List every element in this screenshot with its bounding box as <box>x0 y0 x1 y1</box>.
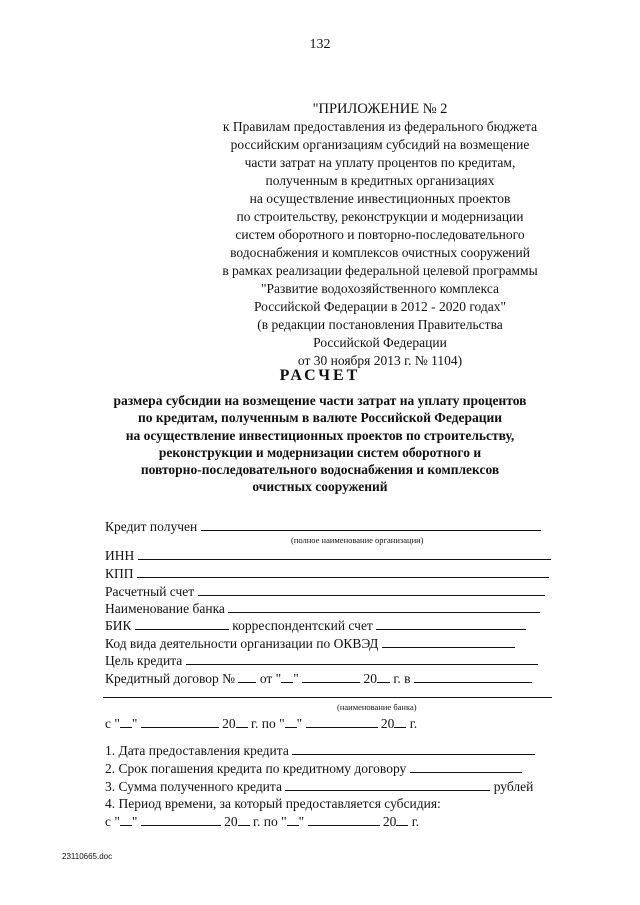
appendix-line: российским организациям субсидий на возмещение <box>230 137 530 152</box>
credit-received-label: Кредит получен <box>105 519 198 534</box>
contract-year-field[interactable] <box>377 670 390 683</box>
year-to-label: г. по " <box>253 814 287 829</box>
to-day-field[interactable] <box>285 715 297 728</box>
appendix-line: "Развитие водохозяйственного комплекса <box>260 281 500 296</box>
year-prefix: 20 <box>363 671 377 686</box>
purpose-label: Цель кредита <box>105 653 183 668</box>
purpose-row <box>105 652 538 668</box>
calculation-subtitle <box>60 392 580 496</box>
okved-row <box>105 635 515 651</box>
year-prefix: 20 <box>224 814 238 829</box>
appendix-line: водоснабжения и комплексов очистных сооружений <box>230 245 530 260</box>
organization-note: (полное наименование организации) <box>291 535 424 545</box>
appendix-line: в рамках реализации федеральной целевой программы <box>222 263 538 278</box>
quote-mark: " <box>131 814 138 829</box>
inn-row <box>105 547 551 563</box>
page-number: 132 <box>309 37 331 52</box>
quote-mark: " <box>131 716 138 731</box>
from-year-field[interactable] <box>236 715 248 728</box>
subtitle-line: повторно-последовательного водоснабжения и комплексов <box>140 462 500 478</box>
bik-field[interactable] <box>135 617 229 630</box>
inn-field[interactable] <box>138 547 551 560</box>
item3-row <box>105 778 533 794</box>
from-label: с " <box>105 814 120 829</box>
credit-date-field[interactable] <box>292 742 535 755</box>
contract-row <box>105 670 532 686</box>
bank-name-row <box>105 600 540 616</box>
date-from-label: от " <box>259 671 282 686</box>
item1-label: 1. Дата предоставления кредита <box>105 743 289 758</box>
bank-name-label: Наименование банка <box>105 601 225 616</box>
appendix-line: по строительству, реконструкции и модернизации <box>236 209 524 224</box>
sub-to-day-field[interactable] <box>287 813 299 826</box>
calculation-title: РАСЧЕТ <box>279 367 361 384</box>
year-end-label: г. <box>409 716 418 731</box>
item1-row <box>105 742 535 758</box>
corr-account-field[interactable] <box>376 617 526 630</box>
organization-field[interactable] <box>201 518 541 531</box>
bik-row <box>105 617 526 633</box>
inn-label: ИНН <box>105 548 135 563</box>
document-id: 23110665.doc <box>62 852 113 861</box>
contract-label: Кредитный договор № <box>105 671 236 686</box>
sub-from-year-field[interactable] <box>238 813 250 826</box>
subtitle-line: размера субсидии на возмещение части затрат на уплату процентов <box>113 393 527 408</box>
okved-field[interactable] <box>382 635 515 648</box>
year-in-label: г. в <box>393 671 411 686</box>
account-row <box>105 583 545 599</box>
bik-label: БИК <box>105 618 132 633</box>
appendix-line: (в редакции постановления Правительства <box>257 317 503 332</box>
appendix-line: систем оборотного и повторно-последовательного <box>235 227 525 242</box>
bank-name-note: (наименование банка) <box>337 702 417 712</box>
appendix-line: части затрат на уплату процентов по кредитам, <box>244 155 516 170</box>
sub-from-month-field[interactable] <box>141 813 221 826</box>
year-to-label: г. по " <box>251 716 285 731</box>
from-label: с " <box>105 716 120 731</box>
year-prefix: 20 <box>380 716 395 731</box>
contract-day-field[interactable] <box>281 670 293 683</box>
item3-label: 3. Сумма полученного кредита <box>105 779 282 794</box>
appendix-header <box>200 100 560 370</box>
credit-received-row <box>105 518 541 534</box>
subsidy-period-row <box>105 813 419 829</box>
item4-row <box>105 796 441 812</box>
appendix-title: "ПРИЛОЖЕНИЕ № 2 <box>312 101 448 117</box>
item2-label: 2. Срок погашения кредита по кредитному договору <box>105 761 407 776</box>
item2-row <box>105 760 522 776</box>
contract-period-row <box>105 715 417 731</box>
appendix-line: на осуществление инвестиционных проектов <box>249 191 511 206</box>
subtitle-line: реконструкции и модернизации систем оборотного и <box>158 444 482 460</box>
kpp-field[interactable] <box>137 565 549 578</box>
appendix-line: полученным в кредитных организациях <box>265 173 495 188</box>
item4-label: 4. Период времени, за который предоставляется субсидия: <box>105 796 441 811</box>
contract-bank-field[interactable] <box>414 670 532 683</box>
appendix-line: Российской Федерации <box>313 335 447 350</box>
subtitle-line: на осуществление инвестиционных проектов по строительству, <box>125 427 515 443</box>
from-month-field[interactable] <box>141 715 219 728</box>
year-prefix: 20 <box>382 814 397 829</box>
subtitle-line: по кредитам, полученным в валюте Российской Федерации <box>137 410 503 426</box>
rubles-label: рублей <box>493 779 534 794</box>
contract-month-field[interactable] <box>302 670 360 683</box>
bank-name-field[interactable] <box>228 600 540 613</box>
to-year-field[interactable] <box>394 715 406 728</box>
quote-mark: " <box>293 671 299 686</box>
repayment-term-field[interactable] <box>410 760 522 773</box>
okved-label: Код вида деятельности организации по ОКВЭД <box>105 636 379 651</box>
contract-number-field[interactable] <box>238 670 256 683</box>
quote-mark: " <box>298 814 305 829</box>
sub-from-day-field[interactable] <box>120 813 132 826</box>
bank-name-line[interactable] <box>103 697 552 698</box>
quote-mark: " <box>296 716 303 731</box>
to-month-field[interactable] <box>306 715 378 728</box>
appendix-line: Российской Федерации в 2012 - 2020 годах" <box>253 299 507 314</box>
account-field[interactable] <box>198 583 545 596</box>
corr-account-label: корреспондентский счет <box>232 618 373 633</box>
subtitle-line: очистных сооружений <box>252 479 388 495</box>
kpp-label: КПП <box>105 566 134 581</box>
year-end-label: г. <box>411 814 420 829</box>
appendix-line: к Правилам предоставления из федерального бюджета <box>222 119 538 134</box>
kpp-row <box>105 565 549 581</box>
sub-to-month-field[interactable] <box>308 813 380 826</box>
year-prefix: 20 <box>222 716 236 731</box>
credit-amount-field[interactable] <box>285 778 490 791</box>
sub-to-year-field[interactable] <box>396 813 408 826</box>
account-label: Расчетный счет <box>105 584 195 599</box>
purpose-field[interactable] <box>186 652 538 665</box>
from-day-field[interactable] <box>120 715 132 728</box>
appendix-line: от 30 ноября 2013 г. № 1104) <box>297 353 463 368</box>
